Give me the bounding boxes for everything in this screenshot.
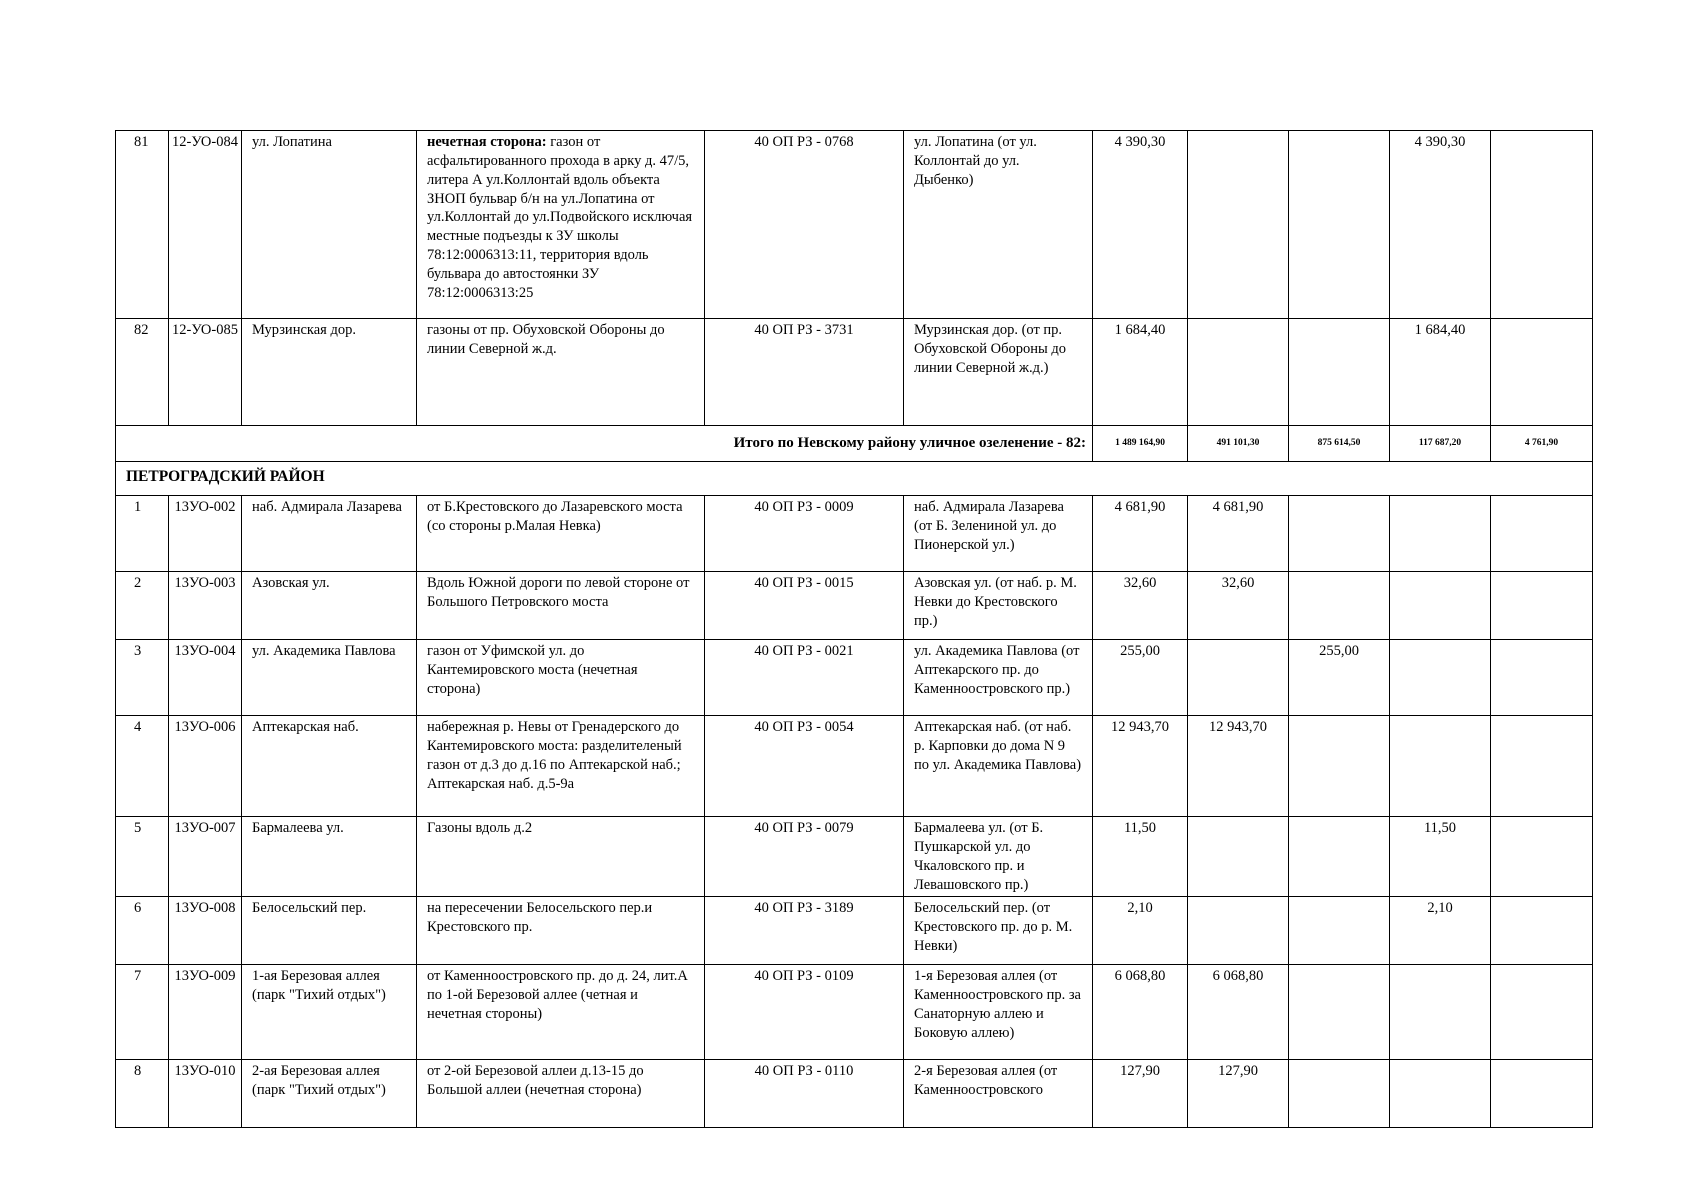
area-col2 [1289,1060,1390,1128]
area-col2 [1289,572,1390,640]
road-description: ул. Академика Павлова (от Аптекарского пр. до Каменноостровского пр.) [904,640,1093,716]
total-col1: 491 101,30 [1188,426,1289,462]
location-description [417,1060,705,1128]
street-name: Бармалеева ул. [242,817,417,897]
area-col1 [1188,640,1289,716]
road-registry-number: 40 ОП РЗ - 0110 [705,1060,904,1128]
location-description [417,496,705,572]
area-total: 255,00 [1093,640,1188,716]
row-number: 81 [116,131,169,319]
area-col3 [1390,965,1491,1060]
object-code: 13УО-010 [169,1060,242,1128]
area-col2 [1289,897,1390,965]
road-registry-number: 40 ОП РЗ - 3189 [705,897,904,965]
object-code: 13УО-002 [169,496,242,572]
total-col2: 875 614,50 [1289,426,1390,462]
object-code: 13УО-008 [169,897,242,965]
area-col3: 11,50 [1390,817,1491,897]
table-row [116,572,1593,640]
district-total-row [116,426,1593,462]
area-col3 [1390,640,1491,716]
street-name: Аптекарская наб. [242,716,417,817]
row-number: 82 [116,319,169,426]
street-name: 1-ая Березовая аллея (парк "Тихий отдых") [242,965,417,1060]
row-number: 1 [116,496,169,572]
area-total: 4 681,90 [1093,496,1188,572]
area-col4 [1491,716,1593,817]
row-number: 5 [116,817,169,897]
street-name: ул. Лопатина [242,131,417,319]
area-col3 [1390,1060,1491,1128]
road-registry-number: 40 ОП РЗ - 0768 [705,131,904,319]
table-row [116,817,1593,897]
area-col1 [1188,131,1289,319]
description-text: газон от Уфимской ул. до Кантемировского моста (нечетная сторона) [427,643,638,697]
row-number: 6 [116,897,169,965]
area-col4 [1491,1060,1593,1128]
area-col2 [1289,716,1390,817]
area-col4 [1491,640,1593,716]
table-row [116,496,1593,572]
road-registry-number: 40 ОП РЗ - 0015 [705,572,904,640]
road-description: Мурзинская дор. (от пр. Обуховской Обороны до линии Северной ж.д.) [904,319,1093,426]
location-description [417,640,705,716]
table-row [116,640,1593,716]
area-col2 [1289,131,1390,319]
object-code: 12-УО-085 [169,319,242,426]
location-description [417,319,705,426]
street-name: ул. Академика Павлова [242,640,417,716]
area-total: 32,60 [1093,572,1188,640]
road-registry-number: 40 ОП РЗ - 0021 [705,640,904,716]
object-code: 13УО-003 [169,572,242,640]
area-col1: 32,60 [1188,572,1289,640]
area-col3: 2,10 [1390,897,1491,965]
object-code: 12-УО-084 [169,131,242,319]
table-row [116,897,1593,965]
area-col4 [1491,496,1593,572]
location-description [417,131,705,319]
area-col4 [1491,572,1593,640]
road-registry-number: 40 ОП РЗ - 0079 [705,817,904,897]
description-text: Вдоль Южной дороги по левой стороне от Большого Петровского моста [427,575,690,610]
object-code: 13УО-006 [169,716,242,817]
area-col1: 127,90 [1188,1060,1289,1128]
area-total: 127,90 [1093,1060,1188,1128]
description-text: на пересечении Белосельского пер.и Крестовского пр. [427,900,653,936]
description-text: Газоны вдоль д.2 [427,820,533,836]
description-text: от 2-ой Березовой аллеи д.13-15 до Большой аллеи (нечетная сторона) [427,1063,644,1099]
row-number: 8 [116,1060,169,1128]
location-description [417,897,705,965]
area-col3 [1390,716,1491,817]
row-number: 3 [116,640,169,716]
description-text: от Б.Крестовского до Лазаревского моста (со стороны р.Малая Невка) [427,499,683,534]
road-registry-number: 40 ОП РЗ - 0054 [705,716,904,817]
description-text: набережная р. Невы от Гренадерского до Кантемировского моста: разделителеный газон от д.3 до д.16 по Аптекарской наб.; Аптекарская наб. д.5-9а [427,719,682,792]
table-row [116,965,1593,1060]
area-col4 [1491,817,1593,897]
object-code: 13УО-004 [169,640,242,716]
area-col3 [1390,572,1491,640]
area-col1 [1188,817,1289,897]
description-bold-prefix: нечетная сторона: [427,134,547,150]
location-description [417,817,705,897]
street-name: наб. Адмирала Лазарева [242,496,417,572]
district-title: ПЕТРОГРАДСКИЙ РАЙОН [116,462,1593,496]
area-col1: 12 943,70 [1188,716,1289,817]
location-description [417,716,705,817]
area-total: 12 943,70 [1093,716,1188,817]
street-name: Мурзинская дор. [242,319,417,426]
street-name: Азовская ул. [242,572,417,640]
row-number: 2 [116,572,169,640]
area-col3 [1390,496,1491,572]
road-description: ул. Лопатина (от ул. Коллонтай до ул. Дыбенко) [904,131,1093,319]
area-col1: 6 068,80 [1188,965,1289,1060]
table-row [116,319,1593,426]
area-col4 [1491,319,1593,426]
street-greenery-table [115,130,1593,1128]
road-registry-number: 40 ОП РЗ - 3731 [705,319,904,426]
road-registry-number: 40 ОП РЗ - 0109 [705,965,904,1060]
road-description: Белосельский пер. (от Крестовского пр. до р. М. Невки) [904,897,1093,965]
row-number: 4 [116,716,169,817]
district-header-row [116,462,1593,496]
description-text: от Каменноостровского пр. до д. 24, лит.А по 1-ой Березовой аллее (четная и нечетная стороны) [427,968,688,1023]
area-col1: 4 681,90 [1188,496,1289,572]
total-sum: 1 489 164,90 [1093,426,1188,462]
area-col3: 4 390,30 [1390,131,1491,319]
area-col2 [1289,817,1390,897]
road-description: Бармалеева ул. (от Б. Пушкарской ул. до Чкаловского пр. и Левашовского пр.) [904,817,1093,897]
area-col1 [1188,319,1289,426]
area-col3: 1 684,40 [1390,319,1491,426]
street-name: Белосельский пер. [242,897,417,965]
table-row [116,716,1593,817]
area-col4 [1491,897,1593,965]
location-description [417,572,705,640]
road-description: 2-я Березовая аллея (от Каменноостровского [904,1060,1093,1128]
object-code: 13УО-007 [169,817,242,897]
area-col2: 255,00 [1289,640,1390,716]
area-total: 2,10 [1093,897,1188,965]
area-col4 [1491,965,1593,1060]
road-registry-number: 40 ОП РЗ - 0009 [705,496,904,572]
table-row [116,131,1593,319]
area-col2 [1289,496,1390,572]
object-code: 13УО-009 [169,965,242,1060]
area-total: 4 390,30 [1093,131,1188,319]
area-col1 [1188,897,1289,965]
area-col4 [1491,131,1593,319]
area-total: 11,50 [1093,817,1188,897]
road-description: Аптекарская наб. (от наб. р. Карповки до дома N 9 по ул. Академика Павлова) [904,716,1093,817]
description-text: газон от асфальтированного прохода в арку д. 47/5, литера А ул.Коллонтай вдоль объекта ЗНОП бульвар б/н на ул.Лопатина от ул.Коллонтай до ул.Подвойского исключая местные подъезды к ЗУ школы 78:12:0006313:11, территория вдоль бульвара до автостоянки ЗУ 78:12:0006313:25 [427,134,693,301]
area-total: 6 068,80 [1093,965,1188,1060]
table-row [116,1060,1593,1128]
road-description: 1-я Березовая аллея (от Каменноостровского пр. за Санаторную аллею и Боковую аллею) [904,965,1093,1060]
street-name: 2-ая Березовая аллея (парк "Тихий отдых") [242,1060,417,1128]
total-label: Итого по Невскому району уличное озеленение - 82: [116,426,1093,462]
location-description [417,965,705,1060]
area-col2 [1289,965,1390,1060]
area-col2 [1289,319,1390,426]
description-text: газоны от пр. Обуховской Обороны до линии Северной ж.д. [427,322,665,357]
row-number: 7 [116,965,169,1060]
road-description: Азовская ул. (от наб. р. М. Невки до Крестовского пр.) [904,572,1093,640]
area-total: 1 684,40 [1093,319,1188,426]
road-description: наб. Адмирала Лазарева (от Б. Зелениной ул. до Пионерской ул.) [904,496,1093,572]
total-col4: 4 761,90 [1491,426,1593,462]
total-col3: 117 687,20 [1390,426,1491,462]
